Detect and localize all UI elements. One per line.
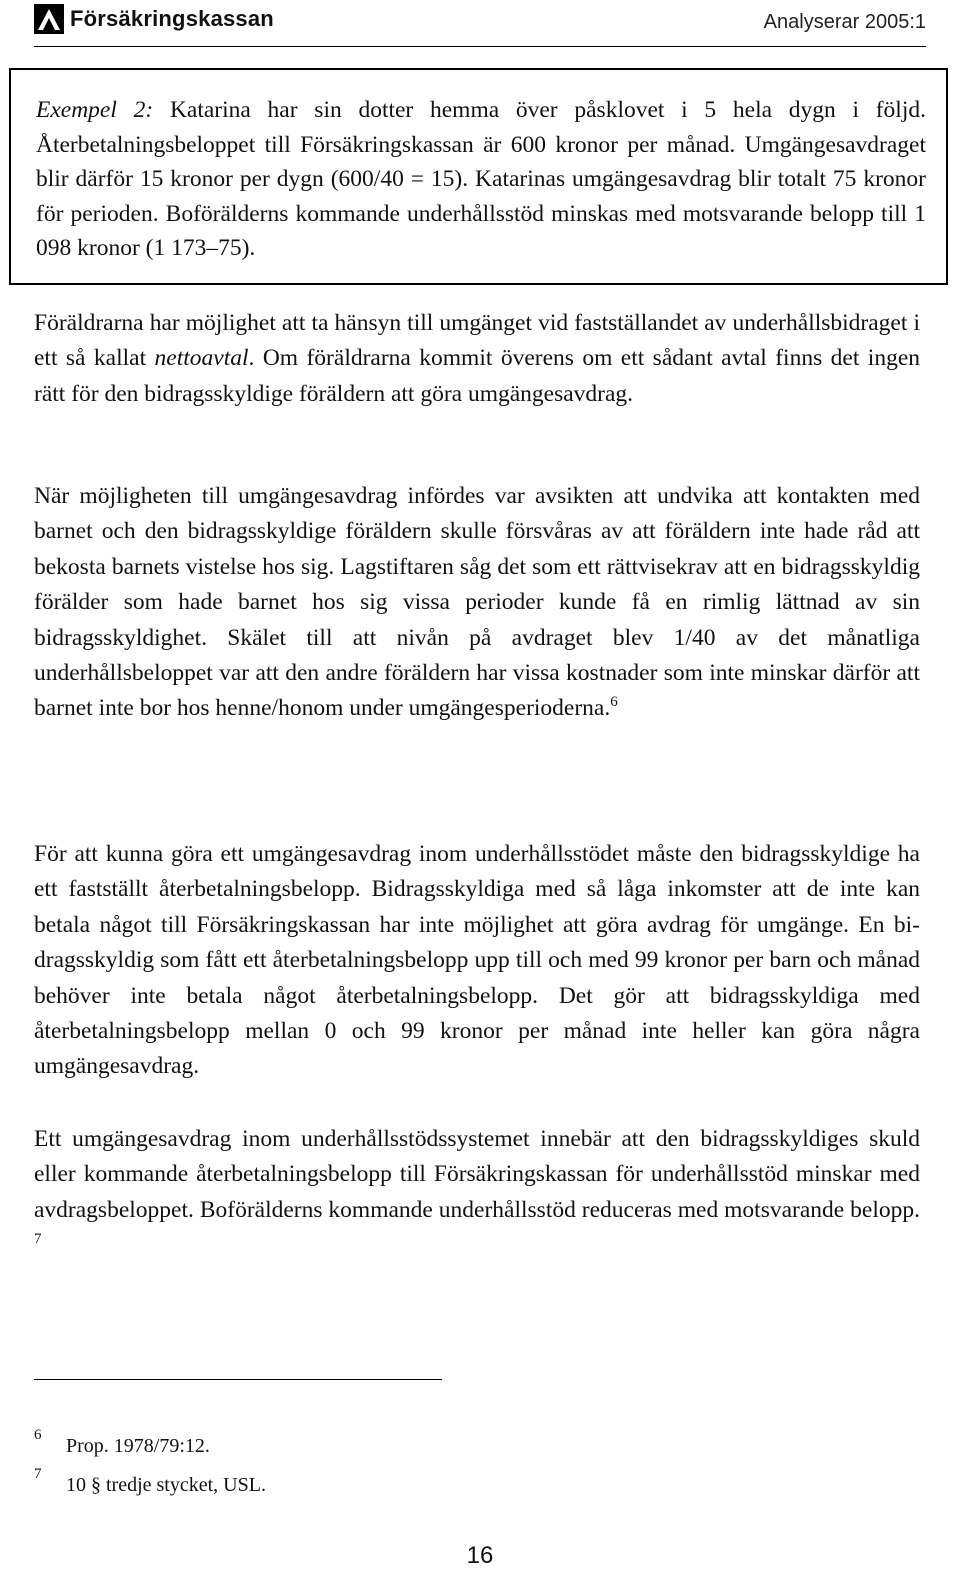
logo [34, 4, 274, 34]
paragraph-text: När möjligheten till umgängesavdrag infördes var avsikten att undvika att kontakten med barnet och den bidragsskyldige föräldern skulle försvåras av att föräldern inte hade råd att bekosta barnets vistelse hos sig. Lagstiftaren såg det som ett rättvisekrav att en bidragsskyldig förälder som hade barnet hos sig vissa perioder kunde få en rimlig lättnad av sin bidragsskyldighet. Skälet till att nivån på avdraget blev 1/40 av det månatliga underhållsbeloppet var att den andre föräldern har vissa kostnader som inte minskar därför att barnet inte bor hos henne/honom under umgängesperioderna. [34, 483, 920, 722]
example-label: Exempel 2: [36, 97, 154, 123]
footnote-text: 10 § tredje stycket, USL. [66, 1474, 266, 1496]
footnote-divider [34, 1379, 442, 1380]
header-divider [34, 46, 926, 47]
paragraph-text: Föräldrarna har möjlighet att ta hänsyn till umgänget vid fastställandet av underhållsbidraget i ett så kallat [34, 310, 920, 372]
logo-text: Försäkringskassan [70, 6, 274, 31]
paragraph-effect [34, 1122, 920, 1264]
forsakringskassan-logo-icon [34, 4, 64, 34]
footnote-number: 7 [34, 1466, 42, 1482]
footnote-ref-6[interactable]: 6 [610, 694, 618, 711]
page-number: 16 [466, 1542, 494, 1569]
example-box [9, 68, 948, 285]
footnote-text: Prop. 1978/79:12. [66, 1435, 210, 1457]
paragraph-requirements [34, 837, 920, 1085]
report-id: Analyserar 2005:1 [763, 11, 926, 33]
footnote-number: 6 [34, 1427, 42, 1443]
paragraph-nettoavtal [34, 306, 920, 412]
example-text [36, 93, 926, 266]
paragraph-text: För att kunna göra ett umgängesavdrag inom underhållsstödet måste den bidragsskyldige ha ett fastställt återbetalningsbelopp. Bidragsskyldiga med så låga inkomster att de inte kan betala något till Försäkringskassan har inte möjlighet att göra avdrag för umgänge. En bidragsskyldig som fått ett återbetalningsbelopp upp till och med 99 kronor per barn och månad behöver inte betala något återbetalningsbelopp. Det gör att bidragsskyldiga med återbetalningsbelopp mellan 0 och 99 kronor per månad inte heller kan göra några umgängesavdrag. [34, 841, 920, 1080]
paragraph-text: Ett umgängesavdrag inom underhållsstödssystemet innebär att den bidragsskyldiges skuld eller kommande återbetalningsbelopp till Försäkringskassan för underhållsstöd minskar med avdragsbeloppet. Boförälderns kommande underhållsstöd reduceras med motsvarande belopp. [34, 1126, 920, 1223]
term-nettoavtal: nettoavtal [154, 345, 249, 372]
paragraph-text: . Om föräldrarna kommit överens om ett sådant avtal finns det ingen rätt för den bidragsskyldige föräldern att göra umgängesavdrag. [34, 345, 920, 407]
paragraph-purpose [34, 479, 920, 727]
footnote-ref-7[interactable]: 7 [34, 1231, 42, 1248]
page-header [34, 4, 926, 42]
example-body: Katarina har sin dotter hemma över påsklovet i 5 hela dygn i följd. Återbetalningsbeloppet till Försäkringskassan är 600 kronor per månad. Umgängesavdraget blir därför 15 kronor per dygn (600/40 = 15). Katarinas umgängesavdrag blir totalt 75 kronor för perioden. Boförälderns kommande underhållsstöd minskas med motsvarande belopp till 1 098 kronor (1 173–75). [36, 97, 926, 261]
